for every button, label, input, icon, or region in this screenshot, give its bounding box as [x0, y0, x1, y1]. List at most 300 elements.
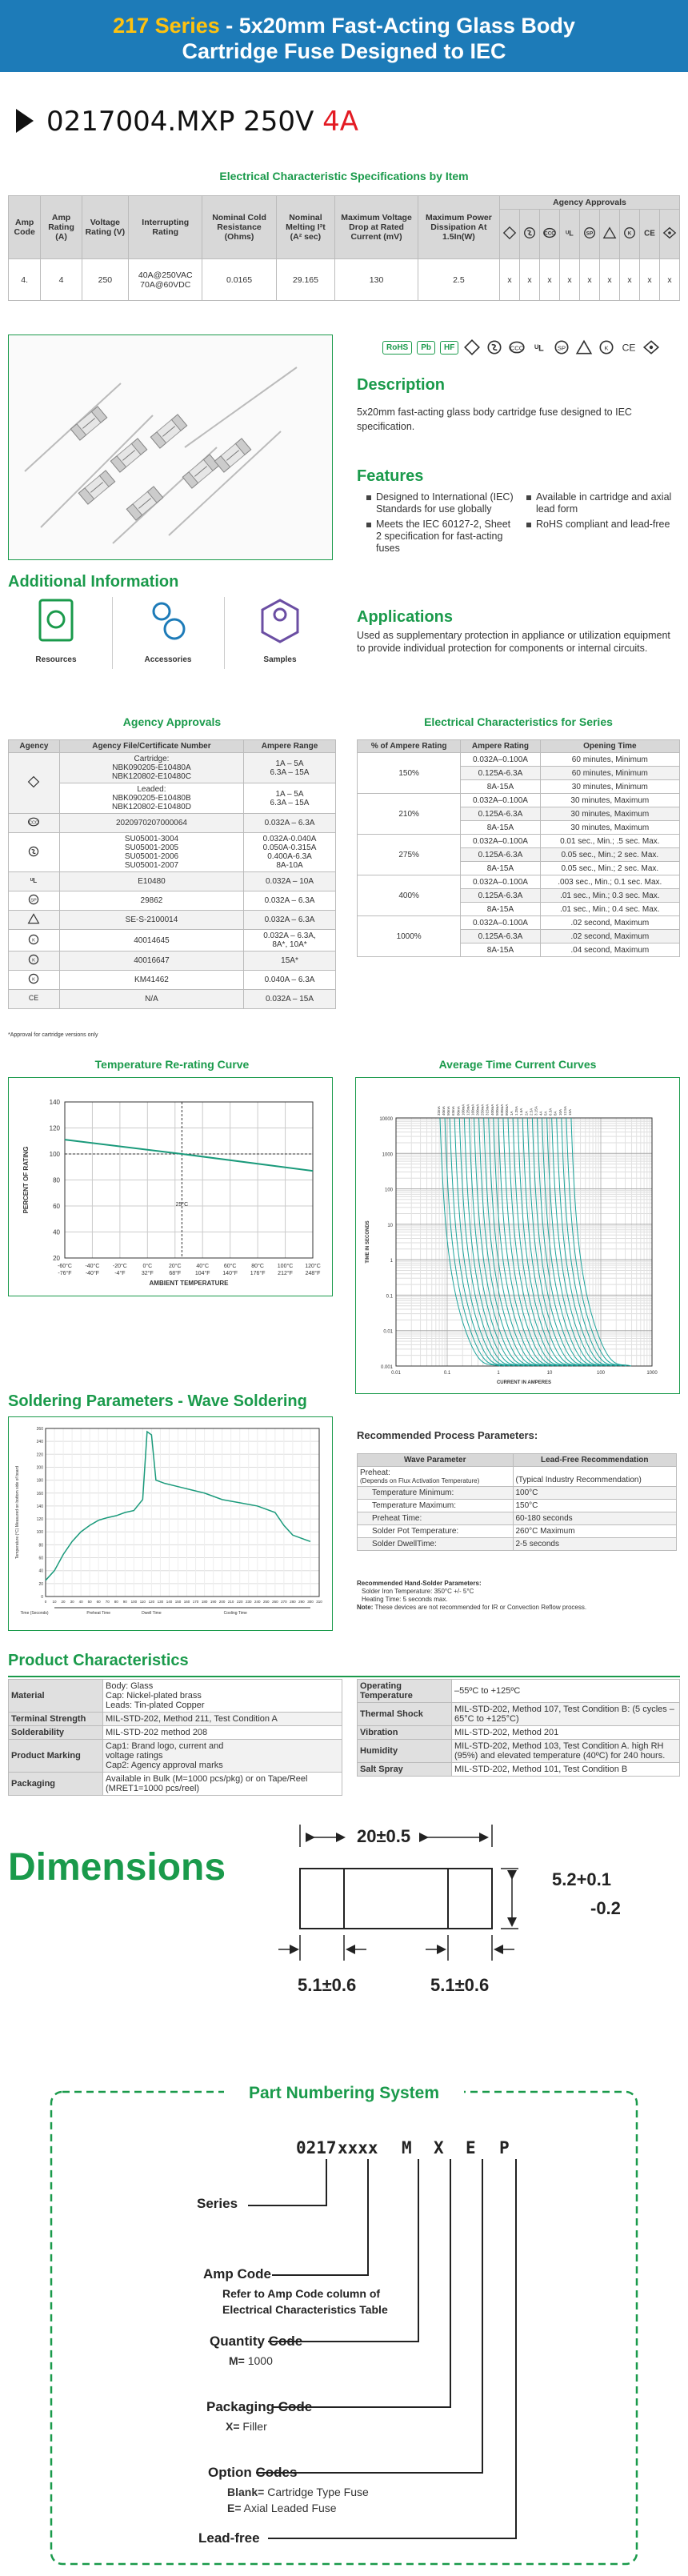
x-tick: 40°C — [196, 1264, 210, 1269]
x-tick: 240 — [254, 1600, 261, 1604]
curve-label: 160mA — [470, 1104, 475, 1116]
pn-series: Series — [197, 2196, 238, 2211]
description-title: Description — [357, 376, 446, 394]
series-amp: 0.032A–0.100A — [461, 753, 540, 767]
series-time: .003 sec., Min.; 0.1 sec. Max. — [540, 875, 679, 889]
process-param: Solder Pot Temperature: — [372, 1527, 459, 1536]
spec-header-5: Nominal Melting I²t (A² sec) — [276, 196, 335, 259]
description-text: 5x20mm fast-acting glass body cartridge fuse designed to IEC specification. — [357, 407, 632, 432]
y-tick: 140 — [49, 1099, 60, 1106]
series-time: 30 minutes, Maximum — [540, 821, 679, 835]
y-tick: 0.001 — [380, 1365, 393, 1370]
y-tick: 240 — [36, 1440, 43, 1445]
pn-amp-desc-1: Refer to Amp Code column of — [222, 2287, 381, 2300]
title-line-1: - 5x20mm Fast-Acting Glass Body — [219, 14, 575, 38]
y-label: Temperature (°C) Measured on bottom side of board — [15, 1466, 20, 1559]
y-tick: 140 — [36, 1504, 43, 1509]
process-param: Preheat: — [360, 1468, 390, 1477]
kc-icon — [598, 339, 615, 356]
x-tick: 20°C — [168, 1264, 182, 1269]
svg-text:CE: CE — [644, 229, 655, 238]
agency-col-ccc — [539, 210, 559, 259]
pn-opt: Option Codes — [208, 2465, 298, 2480]
series-amp: 0.125A-6.3A — [461, 767, 540, 780]
product-value: MIL-STD-202, Method 201 — [452, 1726, 680, 1740]
process-value: (Typical Industry Recommendation) — [513, 1467, 677, 1487]
product-value: MIL-STD-202 method 208 — [103, 1726, 342, 1740]
y-tick: 20 — [38, 1581, 43, 1587]
curve-label: 6.3A — [548, 1108, 553, 1116]
kc-icon — [27, 953, 40, 966]
pse-icon — [602, 226, 617, 240]
elec-spec-table — [8, 195, 680, 301]
additional-link-resources[interactable] — [8, 597, 104, 664]
agency-mark-1: x — [519, 259, 539, 301]
phase-label: Preheat Time — [86, 1611, 111, 1616]
x-tick: 100 — [130, 1600, 138, 1604]
product-row — [358, 1726, 680, 1740]
series-time: 60 minutes, Minimum — [540, 753, 679, 767]
spec-cell-5: 29.165 — [276, 259, 335, 301]
agency-row — [9, 951, 336, 971]
x-label: AMBIENT TEMPERATURE — [149, 1280, 229, 1287]
process-row — [358, 1538, 677, 1551]
series-row — [358, 875, 680, 889]
agency-mark-5: x — [599, 259, 619, 301]
product-row — [9, 1713, 342, 1726]
x-tick: -40°C — [85, 1264, 100, 1269]
y-tick: 80 — [38, 1543, 43, 1548]
series-pct: 1000% — [358, 916, 461, 957]
product-row — [358, 1703, 680, 1726]
agency-row — [9, 990, 336, 1009]
y-tick: 100 — [49, 1151, 60, 1158]
series-amp: 0.125A-6.3A — [461, 848, 540, 862]
y-tick: 160 — [36, 1491, 43, 1496]
process-value: 260°C Maximum — [513, 1525, 677, 1538]
product-value: MIL-STD-202, Method 101, Test Condition B — [452, 1763, 680, 1777]
process-row — [358, 1500, 677, 1512]
product-row — [9, 1680, 342, 1713]
y-tick: 1 — [390, 1259, 393, 1264]
agency-range: 0.032A – 6.3A, 8A*, 10A* — [244, 930, 336, 951]
rerating-chart-box — [8, 1077, 333, 1296]
process-param: Temperature Maximum: — [372, 1501, 457, 1510]
product-row — [358, 1680, 680, 1703]
agency-file: SE-S-2100014 — [59, 911, 243, 930]
pn-qty-desc: M= 1000 — [229, 2354, 273, 2367]
series-amp: 8A-15A — [461, 862, 540, 875]
x-tick: 90 — [122, 1600, 127, 1604]
series-row — [358, 916, 680, 930]
agency-file: SU05001-3004 SU05001-2005 SU05001-2006 SU05001-2007 — [59, 833, 243, 872]
pn-pkg: Packaging Code — [206, 2399, 313, 2414]
ce-icon — [27, 992, 40, 1004]
page-header — [0, 0, 688, 72]
agency-footnote: *Approval for cartridge versions only — [8, 1032, 98, 1038]
product-right-table — [357, 1679, 680, 1777]
kc-icon — [27, 933, 40, 946]
series-amp: 8A-15A — [461, 821, 540, 835]
dim-length: 20±0.5 — [357, 1826, 411, 1846]
agency-row — [9, 911, 336, 930]
x-tick: 300 — [307, 1600, 314, 1604]
curve-label: 2A — [524, 1111, 529, 1116]
agency-row — [9, 971, 336, 990]
ccc-icon — [542, 226, 557, 240]
x-tick: 120°C — [305, 1264, 321, 1269]
additional-label: Samples — [263, 655, 297, 664]
additional-link-samples[interactable] — [232, 597, 328, 664]
partnum-code — [296, 2138, 536, 2162]
x-tick-f: 140°F — [222, 1271, 238, 1276]
process-value: 100°C — [513, 1487, 677, 1500]
accessories-icon — [146, 597, 190, 648]
series-pct: 275% — [358, 835, 461, 875]
series-amp: 0.125A-6.3A — [461, 889, 540, 903]
x-tick-f: -40°F — [85, 1271, 100, 1276]
x-tick: 220 — [236, 1600, 243, 1604]
title-line-2: Cartridge Fuse Designed to IEC — [182, 39, 506, 63]
product-row — [9, 1773, 342, 1796]
semko-icon — [27, 845, 40, 858]
x-tick: 10 — [546, 1371, 553, 1376]
y-tick: 10 — [387, 1223, 393, 1228]
x-tick: 290 — [298, 1600, 305, 1604]
svg-text:K: K — [32, 977, 36, 983]
part-amp: 4A — [322, 106, 359, 138]
applications-text: Used as supplementary protection in appliance or utilization equipment to provide individual protection for components or internal circuits. — [357, 630, 670, 654]
agency-row — [9, 930, 336, 951]
hand-solder-block — [357, 1580, 677, 1612]
x-tick: 270 — [281, 1600, 287, 1604]
x-tick: 0.01 — [391, 1371, 401, 1376]
agency-range: 0.032A – 10A — [244, 872, 336, 891]
x-tick: 170 — [192, 1600, 199, 1604]
series-time: 0.01 sec., Min.; .5 sec. Max. — [540, 835, 679, 848]
product-label: Product Marking — [9, 1740, 103, 1773]
y-tick: 120 — [49, 1124, 60, 1132]
x-tick: 260 — [272, 1600, 278, 1604]
series-th-0: % of Ampere Rating — [358, 740, 461, 753]
x-tick: 210 — [227, 1600, 234, 1604]
agency-range: 1A – 5A 6.3A – 15A — [244, 753, 336, 783]
agency-col-semko — [519, 210, 539, 259]
curve-label: 80mA — [456, 1106, 461, 1116]
y-tick: 40 — [38, 1568, 43, 1574]
svg-text:K: K — [32, 958, 36, 963]
feature-left-1: Meets the IEC 60127-2, Sheet 2 specification for fast-acting fuses — [366, 519, 514, 555]
hand-solder-title: Recommended Hand-Solder Parameters: — [357, 1580, 482, 1587]
additional-title: Additional Information — [8, 573, 179, 591]
product-left-table — [8, 1679, 342, 1796]
elec-series-title: Electrical Characteristics for Series — [424, 715, 613, 728]
product-value: Body: Glass Cap: Nickel-plated brass Leads: Tin-plated Copper — [103, 1680, 342, 1713]
product-row — [358, 1763, 680, 1777]
spec-header-1: Amp Rating (A) — [41, 196, 82, 259]
curve-label: 125mA — [466, 1104, 470, 1116]
pse2-icon — [662, 226, 677, 240]
agency-col-ce — [639, 210, 659, 259]
x-tick-f: -76°F — [58, 1271, 72, 1276]
product-row — [9, 1726, 342, 1740]
features-title: Features — [357, 467, 424, 485]
x-tick-f: 104°F — [194, 1271, 210, 1276]
series-pct: 400% — [358, 875, 461, 916]
features-right — [526, 491, 678, 534]
x-tick: 1000 — [646, 1371, 658, 1376]
pn-code-part: P — [499, 2138, 510, 2157]
features-left — [366, 491, 514, 558]
process-row — [358, 1512, 677, 1525]
part-number-line — [16, 106, 358, 138]
series-th-2: Opening Time — [540, 740, 679, 753]
series-row — [358, 835, 680, 848]
y-tick: 60 — [53, 1203, 60, 1210]
x-tick: 280 — [290, 1600, 296, 1604]
pse-icon — [27, 912, 40, 925]
series-amp: 0.032A–0.100A — [461, 875, 540, 889]
svg-text:CE: CE — [29, 994, 39, 1003]
agency-table-title: Agency Approvals — [122, 715, 222, 728]
vde-icon — [463, 339, 481, 356]
x-tick: 80 — [114, 1600, 118, 1604]
process-title: Recommended Process Parameters: — [357, 1429, 538, 1441]
ccc-icon — [508, 339, 526, 356]
svg-text:K: K — [627, 230, 632, 237]
additional-link-accessories[interactable] — [120, 597, 216, 664]
x-tick: 60 — [96, 1600, 101, 1604]
avgtime-chart-box — [355, 1077, 680, 1394]
x-tick: -60°C — [58, 1264, 72, 1269]
x-tick: 250 — [263, 1600, 270, 1604]
series-time: 30 minutes, Minimum — [540, 780, 679, 794]
y-tick: 10000 — [379, 1117, 393, 1122]
fuse-item — [110, 439, 146, 472]
agency-mark-4: x — [579, 259, 599, 301]
series-time: 0.05 sec., Min.; 2 sec. Max. — [540, 862, 679, 875]
pn-code-part: 0217 — [296, 2138, 337, 2157]
soldering-title: Soldering Parameters - Wave Soldering — [8, 1392, 307, 1410]
product-label: Humidity — [358, 1740, 452, 1763]
pn-opt-2: E= Axial Leaded Fuse — [227, 2502, 337, 2514]
part-number: 0217004.MXP 250V — [46, 106, 314, 138]
x-tick-f: 212°F — [278, 1271, 293, 1276]
x-tick: 0.1 — [443, 1371, 451, 1376]
x-tick: 10 — [52, 1600, 57, 1604]
agency-file: KM41462 — [59, 971, 243, 990]
partnum-title: Part Numbering System — [248, 2084, 440, 2102]
pn-code-part: E — [466, 2138, 476, 2157]
agency-approvals-header: Agency Approvals — [499, 196, 679, 210]
series-row — [358, 794, 680, 807]
agency-mark-8: x — [659, 259, 679, 301]
series-time: .01 sec., Min.; 0.4 sec. Max. — [540, 903, 679, 916]
x-tick: 0°C — [142, 1264, 153, 1269]
series-name: 217 Series — [113, 14, 220, 38]
y-tick: 1000 — [382, 1152, 393, 1158]
triangle-icon — [16, 109, 34, 133]
dimensions-title: Dimensions — [8, 1846, 226, 1889]
y-tick: 100 — [36, 1530, 43, 1536]
series-pct: 150% — [358, 753, 461, 794]
x-tick: 130 — [157, 1600, 164, 1604]
fuse-item — [182, 455, 218, 488]
series-time: .02 second, Maximum — [540, 916, 679, 930]
rerating-chart — [9, 1078, 332, 1296]
x-tick: 230 — [245, 1600, 252, 1604]
agency-row — [9, 833, 336, 872]
kc-icon — [27, 972, 40, 985]
dim-diameter-top: 5.2+0.1 — [552, 1869, 612, 1889]
process-sub: (Depends on Flux Activation Temperature) — [360, 1477, 480, 1484]
series-amp: 8A-15A — [461, 780, 540, 794]
product-label: Thermal Shock — [358, 1703, 452, 1726]
agency-file: 40014645 — [59, 930, 243, 951]
svg-text:CCC: CCC — [510, 344, 524, 352]
ul-icon — [562, 226, 577, 240]
svg-text:SP: SP — [586, 230, 594, 237]
curve-label: 10A — [558, 1108, 562, 1116]
agency-range: 0.032A – 15A — [244, 990, 336, 1009]
dim-cap-left: 5.1±0.6 — [298, 1975, 357, 1995]
feature-right-0: Available in cartridge and axial lead form — [526, 491, 678, 515]
y-tick: 20 — [53, 1255, 60, 1262]
x-tick: 180 — [201, 1600, 208, 1604]
fuse-item — [78, 471, 114, 504]
pn-lead: Lead-free — [198, 2530, 260, 2546]
svg-text:ᵁL: ᵁL — [534, 343, 545, 354]
curve-label: 200mA — [475, 1104, 480, 1116]
x-tick: 310 — [316, 1600, 322, 1604]
x-tick: 1 — [497, 1371, 500, 1376]
agency-file: E10480 — [59, 872, 243, 891]
series-row — [358, 753, 680, 767]
agency-col-pse — [599, 210, 619, 259]
product-char-title: Product Characteristics — [8, 1652, 189, 1669]
pse-icon — [575, 339, 593, 356]
samples-icon — [258, 597, 302, 648]
curve-label: 32mA — [437, 1106, 441, 1116]
agency-range: 0.032A – 6.3A — [244, 911, 336, 930]
product-label: Terminal Strength — [9, 1713, 103, 1726]
x-tick: 70 — [105, 1600, 110, 1604]
ul-icon — [27, 874, 40, 887]
curve-label: 8A — [553, 1111, 558, 1116]
agency-col-csa — [579, 210, 599, 259]
svg-text:CCC: CCC — [544, 230, 555, 237]
avgtime-title: Average Time Current Curves — [438, 1058, 597, 1071]
badge-hf: HF — [440, 341, 458, 355]
x-tick: 80°C — [251, 1264, 264, 1269]
y-tick: 80 — [53, 1176, 60, 1184]
curve-label: 63mA — [451, 1106, 456, 1116]
process-param: Temperature Minimum: — [372, 1488, 454, 1497]
product-value: MIL-STD-202, Method 103, Test Condition A. high RH (95%) and elevated temperature (40ºC) for 240 hours. — [452, 1740, 680, 1763]
vde-icon — [502, 226, 517, 240]
x-tick: 40 — [78, 1600, 83, 1604]
product-char-rule — [8, 1676, 680, 1677]
soldering-chart-box — [8, 1416, 333, 1631]
x-tick: 100°C — [277, 1264, 294, 1269]
agency-mark-6: x — [619, 259, 639, 301]
svg-text:K: K — [32, 937, 36, 943]
elec-series-table — [357, 739, 680, 957]
spec-header-6: Maximum Voltage Drop at Rated Current (mV) — [335, 196, 418, 259]
series-amp: 0.125A-6.3A — [461, 807, 540, 821]
x-tick: 160 — [183, 1600, 190, 1604]
svg-text:CCC: CCC — [29, 820, 39, 826]
agency-row — [9, 891, 336, 911]
soldering-chart — [9, 1417, 332, 1630]
agency-file: 2020970207000064 — [59, 814, 243, 833]
spec-header-2: Voltage Rating (V) — [82, 196, 128, 259]
csa-icon — [27, 893, 40, 906]
series-time: .01 sec., Min.; 0.3 sec. Max. — [540, 889, 679, 903]
process-table — [357, 1453, 677, 1551]
plot-frame — [46, 1428, 319, 1596]
resources-icon — [34, 597, 78, 648]
x-tick: 50 — [87, 1600, 92, 1604]
series-pct: 210% — [358, 794, 461, 835]
product-value: Available in Bulk (M=1000 pcs/pkg) or on Tape/Reel (MRET1=1000 pcs/reel) — [103, 1773, 342, 1796]
agency-range: 1A – 5A 6.3A – 15A — [244, 783, 336, 814]
curve-label: 5A — [543, 1111, 548, 1116]
series-amp: 0.032A–0.100A — [461, 794, 540, 807]
x-label: Time (Seconds) — [20, 1611, 49, 1616]
pn-amp: Amp Code — [203, 2266, 271, 2282]
process-th-0: Wave Parameter — [358, 1454, 514, 1467]
x-tick: 100 — [596, 1371, 606, 1376]
x-tick: 60°C — [223, 1264, 237, 1269]
agency-col-pse2 — [659, 210, 679, 259]
process-param: Solder DwellTime: — [372, 1540, 437, 1548]
curve-label: 800mA — [505, 1104, 509, 1116]
x-label: CURRENT IN AMPERES — [496, 1380, 552, 1385]
badge-row — [382, 338, 680, 357]
additional-label: Resources — [35, 655, 77, 664]
y-label: PERCENT OF RATING — [22, 1146, 30, 1214]
spec-cell-6: 130 — [335, 259, 418, 301]
curve-label: 1A — [510, 1111, 514, 1116]
x-tick: 140 — [166, 1600, 173, 1604]
spec-cell-2: 250 — [82, 259, 128, 301]
agency-th-1: Agency File/Certificate Number — [59, 740, 243, 753]
agency-file: N/A — [59, 990, 243, 1009]
x-tick-f: 176°F — [250, 1271, 266, 1276]
kc-icon — [622, 226, 637, 240]
y-tick: 120 — [36, 1517, 43, 1523]
product-label: Operating Temperature — [358, 1680, 452, 1703]
csa-icon — [553, 339, 570, 356]
x-tick-f: -4°F — [114, 1271, 126, 1276]
feature-left-0: Designed to International (IEC) Standards for use globally — [366, 491, 514, 515]
svg-text:ᵁL: ᵁL — [566, 229, 574, 238]
process-row — [358, 1467, 677, 1487]
agency-mark-3: x — [559, 259, 579, 301]
agency-mark-7: x — [639, 259, 659, 301]
divider — [112, 597, 113, 669]
fuse-item — [214, 439, 250, 472]
y-tick: 220 — [36, 1452, 43, 1458]
product-photo — [8, 335, 333, 560]
agency-th-2: Ampere Range — [244, 740, 336, 753]
curve-label: 12.5A — [562, 1106, 567, 1116]
agency-range: 0.032A-0.040A 0.050A-0.315A 0.400A-6.3A 8A-10A — [244, 833, 336, 872]
additional-links — [8, 597, 328, 685]
svg-text:SP: SP — [558, 344, 566, 352]
pn-code-part: M — [402, 2138, 412, 2157]
